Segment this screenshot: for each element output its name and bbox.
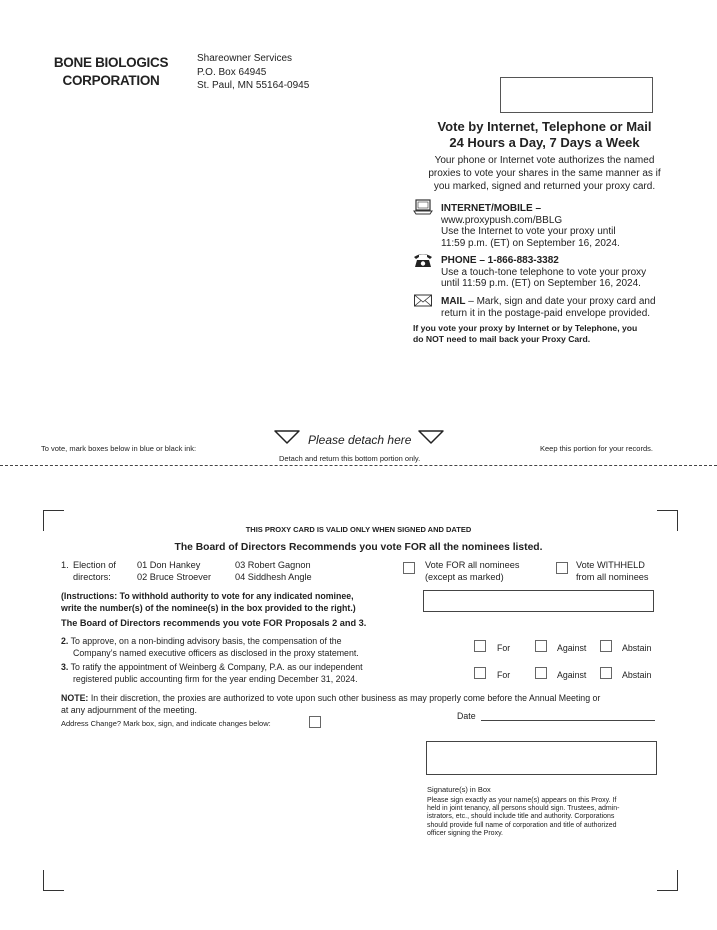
nominees-col-1 xyxy=(137,560,211,583)
board-recommendation-proposals: The Board of Directors recommends you vote FOR Proposals 2 and 3. xyxy=(61,618,367,628)
proposal-2-for-label: For xyxy=(497,643,511,653)
no-mail-line1: If you vote your proxy by Internet or by Telephone, you xyxy=(413,323,638,333)
nominees-col-2 xyxy=(235,560,312,583)
proposal-3-against-checkbox[interactable] xyxy=(535,667,547,679)
vote-withheld-checkbox[interactable] xyxy=(556,562,568,574)
proposal-3-for-label: For xyxy=(497,670,511,680)
proposal-2-abstain-checkbox[interactable] xyxy=(600,640,612,652)
withhold-instructions-line1: (Instructions: To withhold authority to vote for any indicated nominee, xyxy=(61,591,354,601)
perforation-line xyxy=(0,465,717,466)
nominee-03: 03 Robert Gagnon xyxy=(235,560,311,570)
phone-vote-section xyxy=(441,255,681,290)
mail-vote-section xyxy=(441,296,681,319)
signature-label: Signature(s) in Box xyxy=(427,785,491,794)
signature-instructions-line1: Please sign exactly as your name(s) appears on this Proxy. If xyxy=(427,797,617,804)
telephone-icon xyxy=(413,252,433,268)
date-label: Date xyxy=(457,711,476,721)
proposal-2 xyxy=(61,636,359,659)
control-number-box xyxy=(500,77,653,113)
valid-notice: THIS PROXY CARD IS VALID ONLY WHEN SIGNED AND DATED xyxy=(245,525,472,534)
corner-mark xyxy=(43,870,64,891)
phone-line2: until 11:59 p.m. (ET) on September 16, 2024. xyxy=(441,278,641,290)
corner-mark xyxy=(657,870,678,891)
discretion-note xyxy=(61,693,661,716)
proposal-3-abstain-label: Abstain xyxy=(622,670,652,680)
date-field[interactable] xyxy=(481,720,655,721)
detach-subtitle: Detach and return this bottom portion only. xyxy=(279,454,421,463)
proposal-1-label xyxy=(73,560,116,583)
internet-line1: Use the Internet to vote your proxy until xyxy=(441,226,616,238)
proposal-3-number: 3. xyxy=(61,662,69,672)
proposal-3-line2: registered public accounting firm for the year ending December 31, 2024. xyxy=(73,673,358,684)
company-name-line2: CORPORATION xyxy=(62,73,160,88)
vote-withheld-line2: from all nominees xyxy=(576,571,649,582)
note-line2: at any adjournment of the meeting. xyxy=(61,704,197,715)
mail-line1: – Mark, sign and date your proxy card and xyxy=(465,296,656,307)
nominee-01: 01 Don Hankey xyxy=(137,560,201,570)
proposal-2-number: 2. xyxy=(61,636,69,646)
no-mail-line2: do NOT need to mail back your Proxy Card. xyxy=(413,334,591,344)
company-name-line1: BONE BIOLOGICS xyxy=(53,55,169,70)
proposal-2-for-checkbox[interactable] xyxy=(474,640,486,652)
internet-line2: 11:59 p.m. (ET) on September 16, 2024. xyxy=(441,237,620,249)
vote-description xyxy=(412,154,677,193)
withhold-instructions xyxy=(61,591,356,614)
proposal-2-abstain-label: Abstain xyxy=(622,643,652,653)
vote-withheld-line1: Vote WITHHELD xyxy=(576,560,645,570)
vote-for-all-line1: Vote FOR all nominees xyxy=(425,560,520,570)
nominee-02: 02 Bruce Stroever xyxy=(137,571,212,582)
ink-instruction: To vote, mark boxes below in blue or black ink: xyxy=(41,444,197,453)
withhold-instructions-line2: write the number(s) of the nominee(s) in the box provided to the right.) xyxy=(61,602,356,613)
proposal-1-label-line2: directors: xyxy=(73,571,111,582)
proposal-3-line1: To ratify the appointment of Weinberg & Company, P.A. as our independent xyxy=(70,662,363,672)
address-change-label: Address Change? Mark box, sign, and indicate changes below: xyxy=(61,719,271,728)
proposal-2-line1: To approve, on a non-binding advisory basis, the compensation of the xyxy=(70,636,342,646)
phone-line1: Use a touch-tone telephone to vote your proxy xyxy=(441,266,647,278)
signature-instructions-line2: held in joint tenancy, all persons should sign. Trustees, admin- xyxy=(427,805,620,813)
down-arrow-icon xyxy=(418,430,444,444)
vote-withheld-label xyxy=(576,560,649,583)
internet-vote-section xyxy=(441,203,681,249)
proposal-3-for-checkbox[interactable] xyxy=(474,667,486,679)
proposal-1-label-line1: Election of xyxy=(73,560,116,570)
proposal-3-abstain-checkbox[interactable] xyxy=(600,667,612,679)
nominee-04: 04 Siddhesh Angle xyxy=(235,571,312,582)
no-mail-needed-note xyxy=(413,323,683,345)
vote-description-line2: proxies to vote your shares in the same manner as if xyxy=(428,168,661,179)
proposal-2-against-label: Against xyxy=(557,643,587,653)
return-address xyxy=(197,52,309,93)
address-change-checkbox[interactable] xyxy=(309,716,321,728)
envelope-icon xyxy=(413,293,433,309)
internet-title: INTERNET/MOBILE – xyxy=(441,203,542,214)
proposal-2-against-checkbox[interactable] xyxy=(535,640,547,652)
phone-title: PHONE – 1-866-883-3382 xyxy=(441,255,559,266)
proposal-3-against-label: Against xyxy=(557,670,587,680)
signature-instructions xyxy=(427,797,660,838)
computer-icon xyxy=(413,199,433,215)
vote-for-all-checkbox[interactable] xyxy=(403,562,415,574)
vote-header xyxy=(412,119,677,150)
vote-header-line2: 24 Hours a Day, 7 Days a Week xyxy=(449,134,640,150)
vote-for-all-line2: (except as marked) xyxy=(425,571,504,582)
proposal-3 xyxy=(61,662,363,685)
company-name xyxy=(50,54,172,90)
detach-title: Please detach here xyxy=(308,433,412,447)
proposal-1-number: 1. xyxy=(61,560,69,570)
signature-instructions-line4: should provide full name of corporation and title of authorized xyxy=(427,821,617,829)
down-arrow-icon xyxy=(274,430,300,444)
address-line3: St. Paul, MN 55164-0945 xyxy=(197,80,310,91)
note-line1: In their discretion, the proxies are authorized to vote upon such other business as may properly come before the Annual Meeting or xyxy=(88,693,601,703)
mail-title: MAIL xyxy=(441,296,466,307)
vote-description-line3: you marked, signed and returned your proxy card. xyxy=(433,181,656,192)
signature-instructions-line5: officer signing the Proxy. xyxy=(427,829,504,837)
keep-records-note: Keep this portion for your records. xyxy=(540,444,653,453)
signature-box[interactable] xyxy=(426,741,657,775)
proposal-2-line2: Company’s named executive officers as disclosed in the proxy statement. xyxy=(73,647,359,658)
signature-instructions-line3: istrators, etc., should include title and authority. Corporations xyxy=(427,813,615,821)
internet-url[interactable]: www.proxypush.com/BBLG xyxy=(441,214,563,226)
withhold-nominee-input[interactable] xyxy=(423,590,654,612)
mail-line2: return it in the postage-paid envelope provided. xyxy=(441,307,651,319)
address-line1: Shareowner Services xyxy=(197,53,293,64)
address-line2: P.O. Box 64945 xyxy=(197,66,267,78)
vote-for-all-label xyxy=(425,560,519,583)
vote-header-line1: Vote by Internet, Telephone or Mail xyxy=(437,119,652,134)
note-label: NOTE: xyxy=(61,693,89,703)
vote-description-line1: Your phone or Internet vote authorizes the named xyxy=(434,155,655,166)
board-recommendation-nominees: The Board of Directors Recommends you vote FOR all the nominees listed. xyxy=(174,542,543,553)
